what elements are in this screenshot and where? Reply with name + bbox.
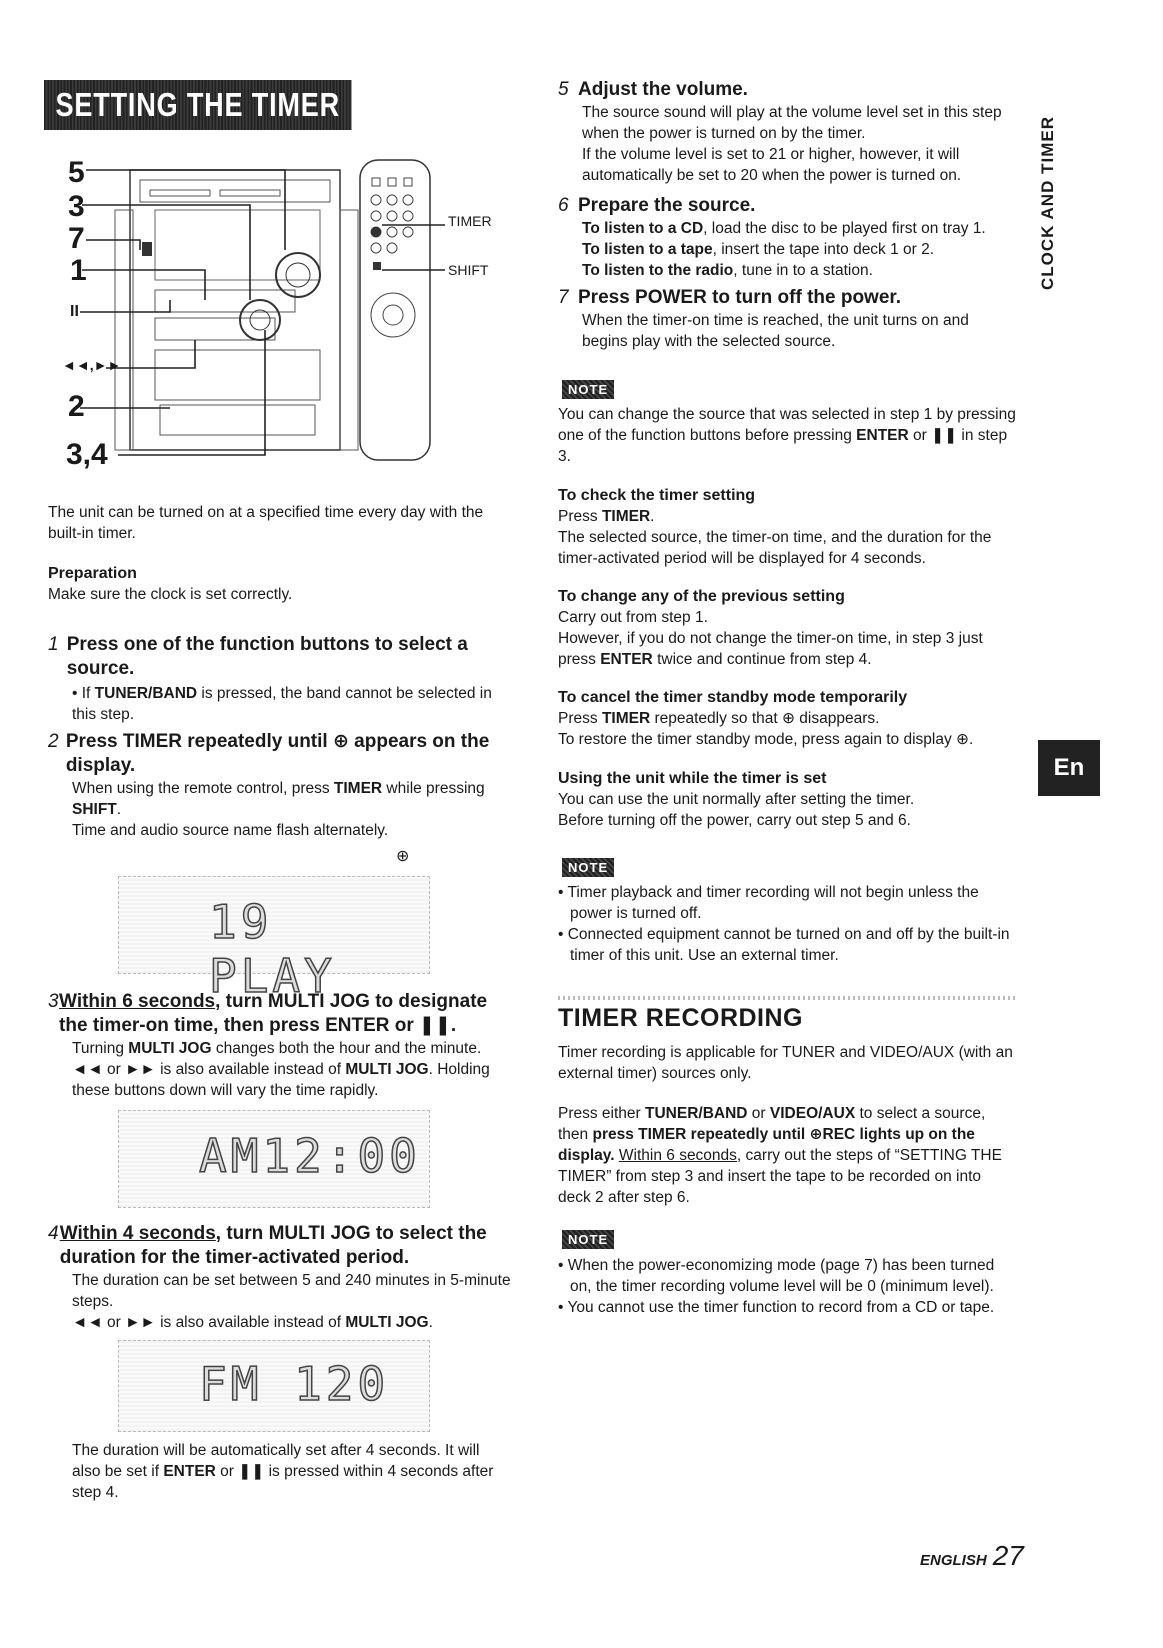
intro-text: The unit can be turned on at a specified time every day with the built-in timer. <box>48 504 484 542</box>
cancel-line-1: Press TIMER repeatedly so that ⊕ disappears. <box>558 710 880 727</box>
page-footer <box>920 1540 1024 1572</box>
step-3-text: Turning MULTI JOG changes both the hour and the minute. ◄◄ or ►► is also available instead of MULTI JOG. Holding these buttons down will vary the time rapidly. <box>72 1040 490 1099</box>
duration-note: The duration will be automatically set after 4 seconds. It will also be set if ENTER or ❚❚ is pressed within 4 seconds after step 4. <box>72 1442 494 1501</box>
using-line-2: Before turning off the power, carry out step 5 and 6. <box>558 812 911 829</box>
lcd-display-step-3 <box>118 1110 430 1208</box>
check-timer-section <box>558 486 1018 569</box>
cancel-standby-section <box>558 688 1018 750</box>
callout-7: 7 <box>68 222 85 255</box>
step-7-text: When the timer-on time is reached, the unit turns on and begins play with the selected source. <box>582 312 969 350</box>
step-4-text-2: ◄◄ or ►► is also available instead of MULTI JOG. <box>72 1314 433 1331</box>
step-4-text-1: The duration can be set between 5 and 240 minutes in 5-minute steps. <box>72 1272 511 1310</box>
timer-recording-heading: TIMER RECORDING <box>558 1004 803 1032</box>
using-heading: Using the unit while the timer is set <box>558 770 827 787</box>
timer-recording-text-1: Timer recording is applicable for TUNER and VIDEO/AUX (with an external timer) sources only. <box>558 1044 1013 1082</box>
cancel-line-2: To restore the timer standby mode, press again to display ⊕. <box>558 731 974 748</box>
note-badge-3: NOTE <box>562 1230 614 1249</box>
cancel-heading: To cancel the timer standby mode temporarily <box>558 689 908 706</box>
step-6-number: 6 <box>558 195 569 216</box>
callout-3-4: 3,4 <box>66 438 108 471</box>
timer-symbol-icon: ⊕ <box>396 848 410 865</box>
preparation-text: Make sure the clock is set correctly. <box>48 586 293 603</box>
callout-1: 1 <box>70 254 87 287</box>
using-line-1: You can use the unit normally after setting the timer. <box>558 791 915 808</box>
volume-knob <box>276 253 320 297</box>
change-setting-section <box>558 587 1018 670</box>
step-5-number: 5 <box>558 79 569 100</box>
preparation-heading: Preparation <box>48 565 137 582</box>
step-4 <box>48 1222 518 1333</box>
step-6 <box>558 194 1018 281</box>
step-7 <box>558 286 1018 352</box>
unit-diagram <box>60 150 510 490</box>
using-unit-section <box>558 769 1018 831</box>
step-5 <box>558 78 1018 186</box>
note-1-text: You can change the source that was selected in step 1 by pressing one of the function buttons before pressing ENTER or ❚❚ in step 3. <box>558 406 1016 465</box>
change-heading: To change any of the previous setting <box>558 588 845 605</box>
step-2 <box>48 730 510 841</box>
lcd-readout-step-4: FM 120 <box>199 1357 390 1411</box>
check-line-2: The selected source, the timer-on time, and the duration for the timer-activated period will be displayed for 4 seconds. <box>558 529 992 567</box>
callout-3: 3 <box>68 190 85 223</box>
step-3-number: 3 <box>48 991 59 1012</box>
step-7-title: Press POWER to turn off the power. <box>578 287 902 308</box>
note-badge-2: NOTE <box>562 858 614 877</box>
step-3-title: Within 6 seconds, turn MULTI JOG to designate the timer-on time, then press ENTER or ❚❚. <box>59 991 488 1036</box>
section-title: SETTING THE TIMER <box>44 80 352 130</box>
remote-outline <box>360 160 430 460</box>
check-line-1: Press TIMER. <box>558 508 655 525</box>
lcd-display-step-2 <box>118 876 430 1003</box>
step-2-text-2: Time and audio source name flash alternately. <box>72 822 389 839</box>
step-6-tape: To listen to a tape, insert the tape into deck 1 or 2. <box>582 241 935 258</box>
step-1-title: Press one of the function buttons to select a source. <box>66 634 468 679</box>
section-divider <box>558 996 1018 1000</box>
note-2-list <box>558 882 1018 966</box>
check-heading: To check the timer setting <box>558 487 756 504</box>
note-3-list <box>558 1255 1018 1318</box>
step-6-cd: To listen to a CD, load the disc to be played first on tray 1. <box>582 220 986 237</box>
change-line-1: Carry out from step 1. <box>558 609 708 626</box>
callout-5: 5 <box>68 156 85 189</box>
stereo-unit-illustration <box>60 150 510 490</box>
callout-2: 2 <box>68 390 85 423</box>
step-3 <box>48 990 518 1101</box>
note-2-bullet-1: • Timer playback and timer recording will not begin unless the power is turned off. <box>558 884 979 922</box>
note-3-bullet-1: • When the power-economizing mode (page 7) has been turned on, the timer recording volume level will be 0 (minimum level). <box>558 1257 995 1295</box>
step-6-title: Prepare the source. <box>578 195 756 216</box>
section-title-bar <box>44 80 419 130</box>
chapter-side-tab: CLOCK AND TIMER <box>1038 116 1057 290</box>
lcd-readout-step-2: 19 PLAY <box>209 895 336 1003</box>
step-5-title: Adjust the volume. <box>578 79 748 100</box>
shift-button-label: SHIFT <box>448 262 489 278</box>
step-5-text-1: The source sound will play at the volume level set in this step when the power is turned on by the timer. <box>582 104 1002 142</box>
note-3-bullet-2: • You cannot use the timer function to record from a CD or tape. <box>558 1299 995 1316</box>
change-line-2: However, if you do not change the timer-on time, in step 3 just press ENTER twice and continue from step 4. <box>558 630 983 668</box>
step-1-number: 1 <box>48 634 59 655</box>
note-badge-1: NOTE <box>562 380 614 399</box>
step-2-text-1: When using the remote control, press TIMER while pressing SHIFT. <box>72 780 485 818</box>
step-1 <box>48 633 510 725</box>
note-2-bullet-2: • Connected equipment cannot be turned on and off by the built-in timer of this unit. Use an external timer. <box>558 926 1010 964</box>
step-7-number: 7 <box>558 287 569 308</box>
language-tab: En <box>1038 740 1100 796</box>
step-5-text-2: If the volume level is set to 21 or higher, however, it will automatically be set to 20 when the power is turned on. <box>582 146 962 184</box>
step-1-bullet: • If TUNER/BAND is pressed, the band cannot be selected in this step. <box>72 685 492 723</box>
step-4-number: 4 <box>48 1223 59 1244</box>
footer-language: ENGLISH <box>920 1552 987 1569</box>
multi-jog-knob <box>240 300 280 340</box>
lcd-display-step-4 <box>118 1340 430 1432</box>
page-number: 27 <box>992 1540 1024 1571</box>
timer-recording-text-2: Press either TUNER/BAND or VIDEO/AUX to select a source, then press TIMER repeatedly until ⊕REC lights up on the display. Within 6 seconds, carry out the steps of “SETTING THE TIMER” from step 3 and insert the tape to be recorded on into deck 2 after step 6. <box>558 1105 1002 1206</box>
step-2-number: 2 <box>48 731 59 752</box>
lcd-readout-step-3: AM12:00 <box>199 1129 421 1183</box>
callout-skip: ◄◄,►► <box>62 357 122 373</box>
timer-button-label: TIMER <box>448 213 492 229</box>
step-6-radio: To listen to the radio, tune in to a station. <box>582 262 873 279</box>
step-2-title: Press TIMER repeatedly until ⊕ appears on the display. <box>65 731 490 776</box>
step-4-title: Within 4 seconds, turn MULTI JOG to select the duration for the timer-activated period. <box>59 1223 487 1268</box>
callout-pause: II <box>70 303 79 320</box>
